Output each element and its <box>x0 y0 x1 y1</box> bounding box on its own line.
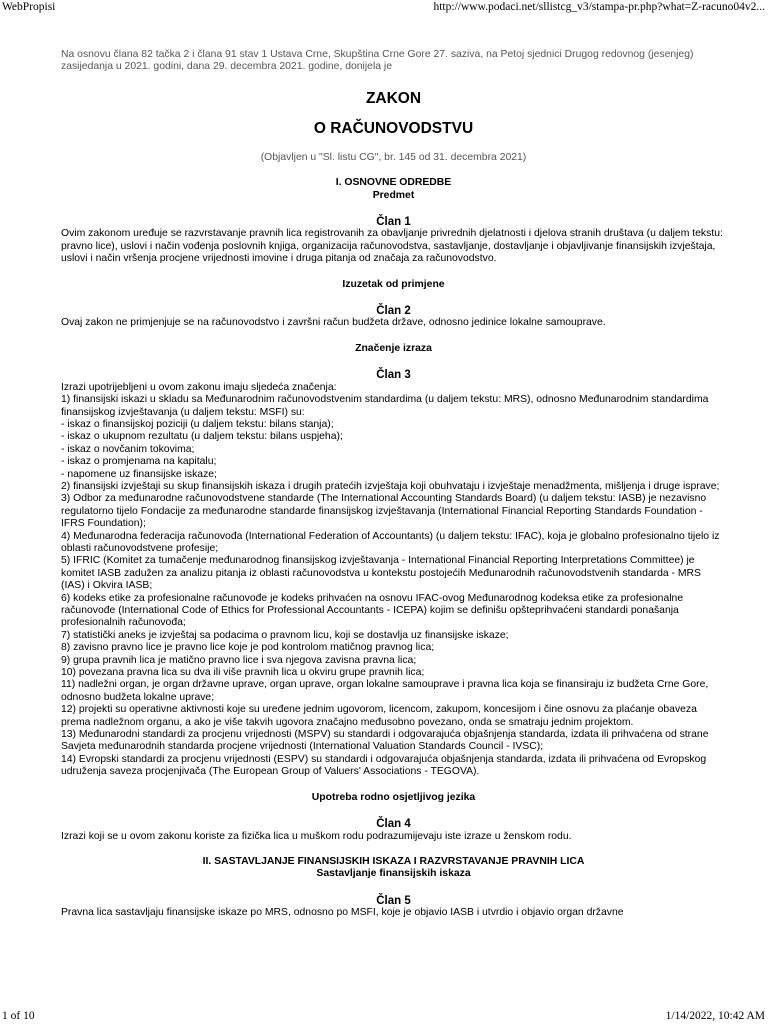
article-3-line: 7) statistički aneks je izvještaj sa podacima o pravnom licu, koji se dostavlja uz finansijske iskaze; <box>61 629 509 641</box>
article-3-line: 3) Odbor za međunarodne računovodstvene standarde (The International Accounting Standards Board) (u daljem tekstu: IASB) je nezavisno regulatorno tijelo Fondacije za međunarodne standarde finansijskog izvještavanja (International Financial Reporting Standards Foundation - IFRS Foundation); <box>61 493 707 530</box>
heading-gender-language: Upotreba rodno osjetljivog jezika <box>311 791 476 803</box>
article-3-line: 11) nadležni organ, je organ državne uprave, organ uprave, organ lokalne samouprave i pravna lica koja se finansiraju iz budžeta Crne Gore, odnosno budžeta lokalne uprave; <box>61 679 709 703</box>
article-4-text: Izrazi koji se u ovom zakonu koriste za fizička lica u muškom rodu podrazumijevaju iste izraze u ženskom rodu. <box>61 830 572 842</box>
article-3-line: 14) Evropski standardi za procjenu vrijednosti (ESPV) su standardi i odgovarajuća objašnjenja standarda, izdata ili prihvaćena od Evropskog udruženja saveza procjenjivača (The European Group of Valuers' Associations - TEGOVA). <box>61 753 707 778</box>
article-3-line: 1) finansijski iskazi u skladu sa Međunarodnim računovodstvenim standardima (u daljem tekstu: MRS), odnosno Međunarodnim standardima finansijskog izvještavanja (u daljem tekstu: MSFI) su: <box>61 394 709 418</box>
article-3-line: - iskaz o ukupnom rezultatu (u daljem tekstu: bilans uspjeha); <box>61 431 343 443</box>
article-3-line: - napomene uz finansijske iskaze; <box>61 468 217 480</box>
publication-note: (Objavljen u "Sl. listu CG", br. 145 od 31. decembra 2021) <box>260 151 527 163</box>
article-3-line: Izrazi upotrijebljeni u ovom zakonu imaju sljedeća značenja: <box>61 381 337 393</box>
article-3-line: 4) Međunarodna federacija računovođa (International Federation of Accountants) (u daljem tekstu: IFAC), koja je globalno profesionalno tijelo iz oblasti računovodstvene profesije; <box>61 530 720 554</box>
article-3-heading: Član 3 <box>376 369 411 382</box>
article-3-line: 2) finansijski izvještaji su skup finansijskih iskaza i drugih pratećih izvještaja koji obuhvataju i izvještaje menadžmenta, mišljenja i druge isprave; <box>61 480 720 492</box>
article-3-line: - iskaz o finansijskoj poziciji (u daljem tekstu: bilans stanja); <box>61 418 334 430</box>
article-3-line: 5) IFRIC (Komitet za tumačenje međunarodnog finansijskog izvještavanja - International Financial Reporting Interpretations Committee) je komitet IASB zadužen za analizu pitanja iz oblasti računovodstva u kontekstu postojećih Međunarodnih računovodstvenih standarda - MRS (IAS) i Okvira IASB; <box>61 555 701 592</box>
print-header-url: http://www.podaci.net/sllistcg_v3/stampa-pr.php?what=Z-racuno04v2... <box>433 1 765 13</box>
heading-exemption: Izuzetak od primjene <box>342 278 445 290</box>
article-3-line: 8) zavisno pravno lice je pravno lice koje je pod kontrolom matičnog pravnog lica; <box>61 642 435 654</box>
article-1-text: Ovim zakonom uređuje se razvrstavanje pravnih lica registrovanih za obavljanje privrednih djelatnosti i djelova stranih društava (u daljem tekstu: pravno lice), uslovi i način vođenja poslovnih knjiga, organizacija računovodstva, sastavljanje, dostavljanje i objavljivanje finansijskih izvještaja, uslovi i način vršenja procjene vrijednosti imovine i druga pitanja od značaja za računovodstvo. <box>61 228 723 265</box>
article-2-text: Ovaj zakon ne primjenjuje se na računovodstvo i završni račun budžeta države, odnosno jedinice lokalne samouprave. <box>61 317 606 329</box>
heading-definitions: Značenje izraza <box>355 342 432 354</box>
print-timestamp: 1/14/2022, 10:42 AM <box>665 1010 765 1022</box>
section-1-subtitle: Predmet <box>372 189 415 201</box>
article-3-line: 10) povezana pravna lica su dva ili više pravnih lica u okviru grupe pravnih lica; <box>61 667 425 679</box>
article-3-line: - iskaz o promjenama na kapitalu; <box>61 456 217 468</box>
section-2-subtitle: Sastavljanje finansijskih iskaza <box>316 868 471 880</box>
print-header-site-name: WebPropisi <box>2 1 56 13</box>
print-header <box>0 1 768 17</box>
article-3-line: 13) Međunarodni standardi za procjenu vrijednosti (MSPV) su standardi i odgovarajuća objašnjenja standarda, izdata ili prihvaćena od strane Savjeta međunarodnih standarda procjene vrijednosti (International Valuation Standards Council - IVSC); <box>61 729 709 753</box>
article-4-heading: Član 4 <box>376 818 411 831</box>
section-1-title: I. OSNOVNE ODREDBE <box>335 177 452 189</box>
article-5-heading: Član 5 <box>376 894 411 907</box>
section-2-title: II. SASTAVLJANJE FINANSIJSKIH ISKAZA I RAZVRSTAVANJE PRAVNIH LICA <box>202 855 585 867</box>
law-document <box>61 49 726 920</box>
article-3-line: 12) projekti su operativne aktivnosti koje su uređene jednim ugovorom, licencom, zakupom, koncesijom i čine osnovu za plaćanje obaveza prema nadležnom organu, a ako je više takvih ugovora značajno međusobno povezano, onda se smatraju jednim projektom. <box>61 704 697 728</box>
article-5-text: Pravna lica sastavljaju finansijske iskaze po MRS, odnosno po MSFI, koje je objavio IASB i utvrdio i objavio organ državne <box>61 907 624 919</box>
page-counter: 1 of 10 <box>2 1010 35 1022</box>
article-1-heading: Član 1 <box>376 216 411 229</box>
article-3-list <box>61 382 726 779</box>
article-3-line: 6) kodeks etike za profesionalne računovođe je kodeks prihvaćen na osnovu IFAC-ovog Međunarodnog kodeksa etike za profesionalne računovođe (International Code of Ethics for Professional Accountants - ICEPA) kojim se definišu opšteprihvaćeni standardi ponašanja profesionalnih računovođa; <box>61 592 684 629</box>
article-3-line: 9) grupa pravnih lica je matično pravno lice i sva njegova zavisna pravna lica; <box>61 654 417 666</box>
article-3-line: - iskaz o novčanim tokovima; <box>61 443 195 455</box>
law-title: ZAKON <box>365 89 422 107</box>
law-subtitle: O RAČUNOVODSTVU <box>313 119 474 137</box>
article-2-heading: Član 2 <box>376 305 411 318</box>
preamble: Na osnovu člana 82 tačka 2 i člana 91 stav 1 Ustava Crne, Skupština Crne Gore 27. saziva, na Petoj sjednici Drugog redovnog (jesenjeg) zasijedanja u 2021. godini, dana 29. decembra 2021. godine, donijela je <box>61 49 694 73</box>
